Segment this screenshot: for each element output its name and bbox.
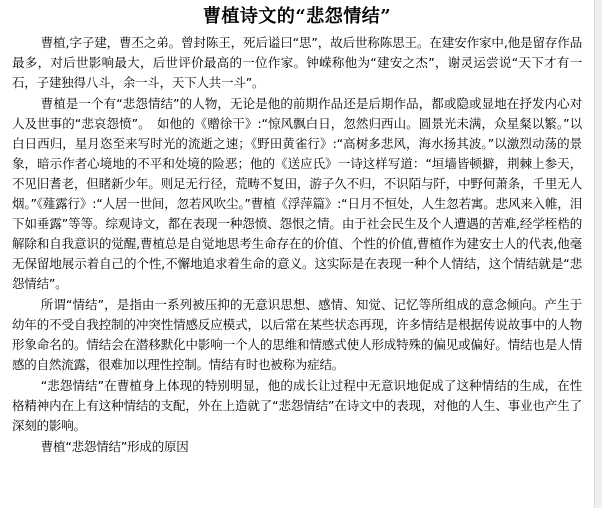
paragraph-section-heading: 曹植“悲怨情结”形成的原因 — [40, 439, 189, 454]
document-title: 曹植诗文的“悲怨情结” — [202, 6, 392, 27]
paragraph-intro: 曹植,字子建，曹丕之弟。曾封陈王，死后谥曰“思”，故后世称陈思王。在建安作家中,他是留存作品最多，对后世影响最大，后世评价最高的一位作家。钟嵘称他为“建安之杰”，谢灵运尝说“天下才有一石，子建独得八斗，余一斗，天下人共一斗”。 — [12, 35, 582, 90]
paragraph-poems: 曹植是一个有“悲怨情结”的人物，无论是他的前期作品还是后期作品，都或隐或显地在抒发内心对人及世事的“悲哀怨愤”。 如他的《赠徐干》:“惊风飘白日，忽然归西山。圆景光未满，众星粲以繁。”以白日西归，星月恣至来写时光的流逝之速；《野田黄雀行》:“高树多悲风，海水扬其波。”以激烈动荡的景象，暗示作者心境地的不平和处境的险恶；他的《送应氏》一诗这样写道：“垣墙皆顿擗，荆棘上参天，不见旧耆老，但睹新少年。则足无行径，荒畴不复田，游子久不归，不识陌与阡，中野何萧条，千里无人烟。”《薤露行》:“人居一世间，忽若风吹尘。”曹植《浮萍篇》:“日月不恒处，人生忽若寓。悲风来入帷，泪下如垂露”等等。综观诗文，都在表现一种怨愤、怨恨之情。由于社会民生及个人遭遇的苦难,经学桎梏的解除和自我意识的觉醒,曹植总是自觉地思考生命存在的价值、个性的价值,曹植作为建安士人的代表,他毫无保留地展示着自己的个性,不懈地追求着生命的意义。这实际是在表现一种个人情结，这个情结就是“悲怨情结”。 — [12, 96, 582, 291]
window-right-edge — [594, 0, 602, 508]
paragraph-complex-in-caozhi: “悲怨情结”在曹植身上体现的特别明显，他的成长让过程中无意识地促成了这种情结的生成，在性格精神内在上有这种情结的支配，外在上造就了“悲怨情结”在诗文中的表现，对他的人生、事业也产生了深刻的影响。 — [12, 378, 582, 433]
article-body — [0, 29, 594, 457]
paragraph-complex-definition: 所谓“情结”，是指由一系列被压抑的无意识思想、感情、知觉、记忆等所组成的意念倾向。产生于幼年的不受自我控制的冲突性情感反应模式，以后常在某些状态再现，许多情结是根据传说故事中的人物形象命名的。情结会在潜移默化中影响一个人的思维和情感式使人形成特殊的偏见或偏好。情结也是人情感的自然流露，很难加以理性控制。情结有时也被称为症结。 — [12, 297, 582, 372]
